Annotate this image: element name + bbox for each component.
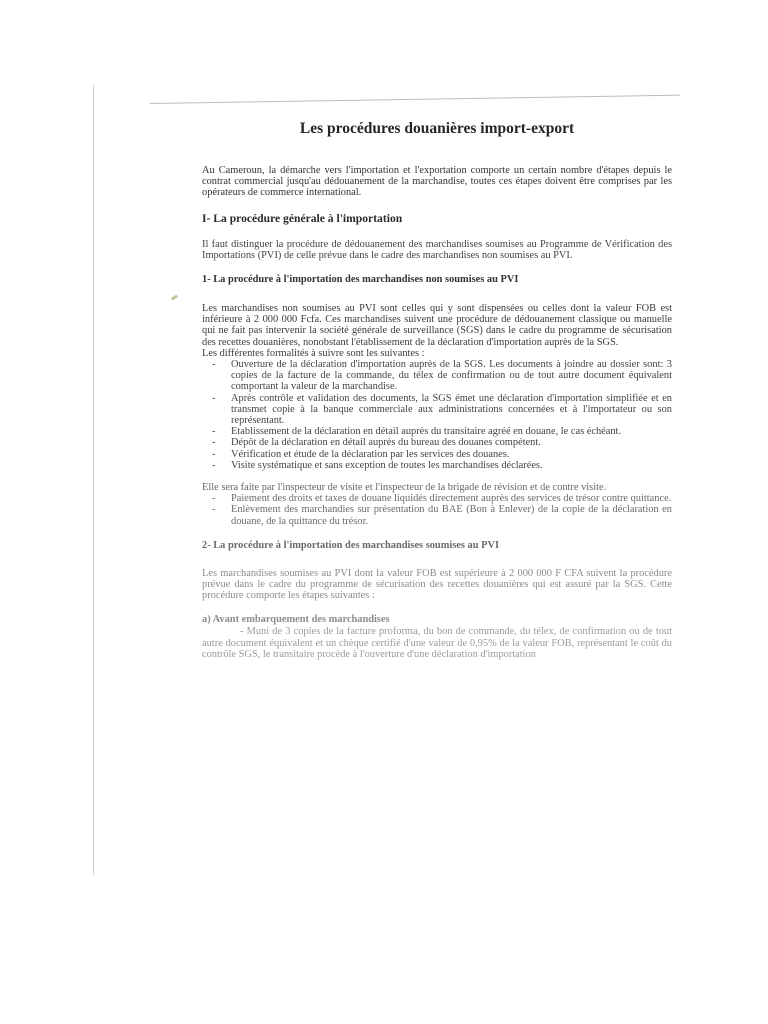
list-item: - Paiement des droits et taxes de douane liquidés directement auprès des services de trésor contre quittance.: [202, 493, 672, 504]
list-item: - Visite systématique et sans exception de toutes les marchandises déclarées.: [202, 460, 672, 471]
formalities-intro: Les différentes formalités à suivre sont les suivantes :: [202, 347, 425, 359]
list-item: - Après contrôle et validation des documents, la SGS émet une déclaration d'importation simplifiée et en transmet copie à la banque commerciale aux administrations concernées et à l'importateur ou son représentant.: [202, 393, 672, 427]
document-page: [202, 119, 672, 660]
subsection-heading-1: 1- La procédure à l'importation des marchandises non soumises au PVI: [202, 274, 519, 286]
section1-paragraph: Il faut distinguer la procédure de dédouanement des marchandises soumises au Programme de Vérification des Importations (PVI) de celle prévue dans le cadre des marchandises non soumises au PVI.: [202, 238, 672, 261]
intro-paragraph: Au Cameroun, la démarche vers l'importation et l'exportation comporte un certain nombre d'étapes depuis le contrat commercial jusqu'au dédouanement de la marchandise, toutes ces étapes doivent être comprises par les opérateurs de commerce international.: [202, 165, 672, 199]
list-item: - Ouverture de la déclaration d'importation auprès de la SGS. Les documents à joindre au dossier sont: 3 copies de la facture de la commande, du télex de confirmation ou de tout autre document équivalent comportant la valeur de la marchandise.: [202, 359, 672, 393]
top-rule: [150, 95, 680, 104]
subsection1-paragraph: Les marchandises non soumises au PVI sont celles qui y sont dispensées ou celles dont la valeur FOB est inférieure à 2 000 000 Fcfa. Ces marchandises suivent une procédure de dédouanement classique ou manuelle qui ne fait pas intervenir la société générale de surveillance (SGS) dans le cadre du programme de sécurisation des recettes douanières, nonobstant l'établissement de la déclaration d'importation auprès de la SGS.: [202, 303, 672, 348]
subsection-heading-2a: a) Avant embarquement des marchandises: [202, 614, 390, 626]
list-item: - Dépôt de la déclaration en détail auprès du bureau des douanes compétent.: [202, 437, 672, 448]
subsection2a-paragraph: - Muni de 3 copies de la facture proforma, du bon de commande, du télex, de confirmation ou de tout autre document équivalent et un chèque certifié d'une valeur de 0,95% de la valeur FOB, représentant le coût du contrôle SGS, le transitaire procède à l'ouverture d'une déclaration d'importation: [202, 626, 672, 660]
list-item: - Vérification et étude de la déclaration par les services des douanes.: [202, 449, 672, 460]
list-item: - Enlèvement des marchandies sur présentation du BAE (Bon à Enlever) de la copie de la déclaration en douane, de la quittance du trésor.: [202, 504, 672, 526]
formalities-list: [202, 359, 672, 471]
inspection-list: [202, 493, 672, 527]
document-title: Les procédures douanières import-export: [299, 120, 575, 137]
scan-smudge: [171, 294, 179, 300]
subsection2-paragraph: Les marchandises soumises au PVI dont la valeur FOB est supérieure à 2 000 000 F CFA suivent la procédure prévue dans le cadre du programme de sécurisation des recettes douanières qui est assuré par la SGS. Cette procédure comporte les étapes suivantes :: [202, 567, 672, 602]
inspection-paragraph: Elle sera faite par l'inspecteur de visite et l'inspecteur de la brigade de révision et de contre visite.: [202, 482, 607, 494]
subsection-heading-2: 2- La procédure à l'importation des marchandises soumises au PVI: [202, 539, 500, 551]
section-heading-1: I- La procédure générale à l'importation: [202, 211, 403, 225]
page-edge: [93, 85, 94, 875]
list-item: - Etablissement de la déclaration en détail auprès du transitaire agréé en douane, le cas échéant.: [202, 426, 672, 437]
